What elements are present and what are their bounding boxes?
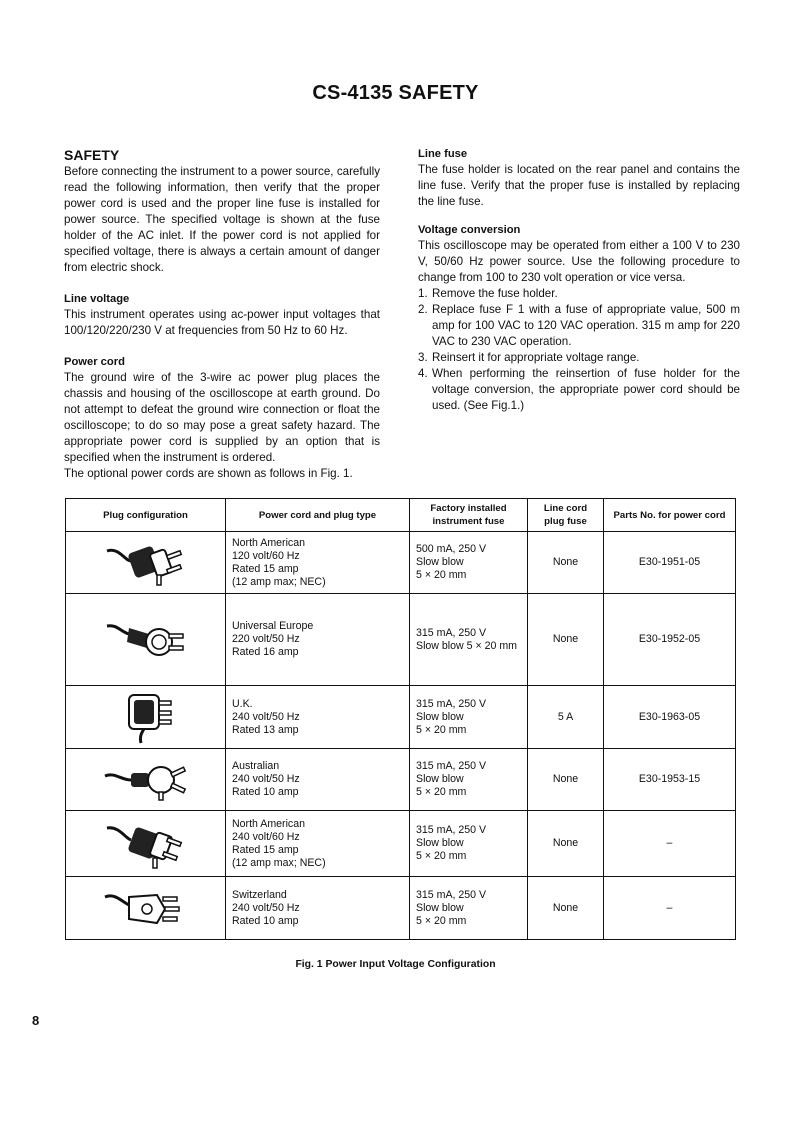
- cord-type-cell: [226, 594, 410, 686]
- fuse-text: 500 mA, 250 V: [416, 543, 487, 555]
- parts-number-cell: E30-1963-05: [604, 686, 736, 749]
- fuse-text: 315 mA, 250 V: [416, 626, 487, 639]
- north-american-plug-icon: [101, 818, 191, 870]
- cord-text: Rated 15 amp: [232, 562, 299, 575]
- header-power-cord-type: Power cord and plug type: [226, 499, 410, 532]
- voltage-conversion-heading: Voltage conversion: [418, 224, 521, 236]
- cord-type-cell: [226, 877, 410, 940]
- cord-text: Australian: [232, 760, 280, 772]
- fuse-text: 315 mA, 250 V: [416, 697, 487, 710]
- instrument-fuse-cell: [410, 749, 528, 811]
- cord-text: North American: [232, 536, 306, 549]
- left-column: [64, 146, 380, 482]
- header-line-cord-fuse: [528, 499, 604, 532]
- step-text: Remove the fuse holder.: [432, 287, 558, 300]
- switzerland-plug-icon: [101, 883, 191, 933]
- header-instrument-fuse: [410, 499, 528, 532]
- fuse-text: Slow blow: [416, 901, 464, 914]
- header-text: Line cord: [543, 503, 588, 514]
- table-row: [66, 749, 736, 811]
- procedure-step: [418, 366, 740, 414]
- safety-heading: SAFETY: [64, 147, 120, 163]
- fuse-text: 5 × 20 mm: [416, 786, 467, 798]
- parts-number-cell: E30-1953-15: [604, 749, 736, 811]
- cord-text: U.K.: [232, 697, 253, 710]
- cord-text: Rated 16 amp: [232, 646, 299, 658]
- procedure-step: [418, 350, 740, 366]
- header-text: Factory installed: [430, 503, 507, 514]
- instrument-fuse-cell: [410, 686, 528, 749]
- plug-image-cell: [66, 877, 226, 940]
- line-fuse-cell: None: [528, 594, 604, 686]
- power-cord-heading: Power cord: [64, 356, 125, 368]
- power-cord-paragraph-2: The optional power cords are shown as follows in Fig. 1.: [64, 467, 353, 480]
- page-number: 8: [32, 1013, 40, 1028]
- plug-image-cell: [66, 749, 226, 811]
- cord-text: Switzerland: [232, 888, 287, 901]
- fuse-text: 315 mA, 250 V: [416, 760, 487, 772]
- fuse-text: 315 mA, 250 V: [416, 824, 487, 836]
- plug-image-cell: [66, 594, 226, 686]
- table-header-row: [66, 499, 736, 532]
- cord-text: North American: [232, 817, 306, 830]
- header-text: plug fuse: [544, 516, 587, 527]
- parts-number-cell: –: [604, 811, 736, 877]
- figure-caption: Fig. 1 Power Input Voltage Configuration: [295, 959, 496, 970]
- table-row: [66, 811, 736, 877]
- plug-image-cell: [66, 811, 226, 877]
- fuse-text: Slow blow: [416, 710, 464, 723]
- cord-text: 120 volt/60 Hz: [232, 549, 300, 562]
- table-row: [66, 594, 736, 686]
- line-fuse-paragraph: The fuse holder is located on the rear panel and contains the line fuse. Verify that the proper fuse is installed by replacing the line fuse.: [418, 163, 740, 208]
- cord-text: 220 volt/50 Hz: [232, 633, 300, 645]
- parts-number-cell: E30-1951-05: [604, 532, 736, 594]
- cord-type-cell: [226, 686, 410, 749]
- fuse-text: 5 × 20 mm: [416, 569, 467, 581]
- cord-text: 240 volt/60 Hz: [232, 830, 300, 843]
- line-fuse-cell: None: [528, 811, 604, 877]
- safety-paragraph: Before connecting the instrument to a power source, carefully read the following information, then verify that the proper power cord is used and the proper line fuse is installed for power source. The specified voltage is shown at the fuse holder of the AC inlet. If the power cord is not applied for specified voltage, there is always a certain amount of danger from electric shock.: [64, 165, 380, 274]
- step-number: 3.: [418, 351, 428, 364]
- line-fuse-cell: None: [528, 877, 604, 940]
- cord-type-cell: [226, 749, 410, 811]
- fuse-text: Slow blow: [416, 837, 464, 849]
- north-american-plug-icon: [101, 537, 191, 589]
- fuse-text: 5 × 20 mm: [416, 850, 467, 862]
- instrument-fuse-cell: [410, 877, 528, 940]
- line-voltage-heading: Line voltage: [64, 293, 130, 305]
- cord-text: (12 amp max; NEC): [232, 856, 326, 869]
- instrument-fuse-cell: [410, 594, 528, 686]
- fuse-text: 5 × 20 mm: [416, 914, 467, 927]
- line-fuse-cell: None: [528, 532, 604, 594]
- parts-number-cell: –: [604, 877, 736, 940]
- cord-text: Rated 10 amp: [232, 786, 299, 798]
- header-plug-configuration: Plug configuration: [66, 499, 226, 532]
- procedure-step: [418, 302, 740, 350]
- uk-plug-icon: [101, 689, 191, 745]
- line-fuse-heading: Line fuse: [418, 148, 468, 160]
- line-voltage-paragraph: This instrument operates using ac-power input voltages that 100/120/220/230 V at frequencies from 50 Hz to 60 Hz.: [64, 308, 380, 337]
- australian-plug-icon: [101, 758, 191, 802]
- table-row: [66, 532, 736, 594]
- step-number: 1.: [418, 287, 428, 300]
- line-fuse-cell: 5 A: [528, 686, 604, 749]
- page-title: CS-4135 SAFETY: [312, 82, 479, 104]
- cord-text: Rated 13 amp: [232, 723, 299, 736]
- step-text: Replace fuse F 1 with a fuse of appropriate value, 500 m amp for 100 VAC to 120 VAC operation. 315 m amp for 220 VAC to 230 VAC operation.: [432, 303, 740, 348]
- cord-text: 240 volt/50 Hz: [232, 710, 300, 723]
- header-text: instrument fuse: [432, 516, 505, 527]
- cord-type-cell: [226, 532, 410, 594]
- table-row: [66, 686, 736, 749]
- procedure-list: [418, 286, 740, 414]
- fuse-text: 5 × 20 mm: [416, 723, 467, 736]
- instrument-fuse-cell: [410, 532, 528, 594]
- fuse-text: Slow blow: [416, 556, 464, 568]
- step-text: Reinsert it for appropriate voltage range.: [432, 351, 640, 364]
- line-fuse-cell: None: [528, 749, 604, 811]
- cord-text: Rated 15 amp: [232, 843, 299, 856]
- fuse-text: Slow blow 5 × 20 mm: [416, 639, 517, 652]
- cord-text: 240 volt/50 Hz: [232, 901, 300, 914]
- cord-text: Universal Europe: [232, 620, 314, 632]
- step-number: 4.: [418, 367, 428, 380]
- voltage-conversion-paragraph: This oscilloscope may be operated from either a 100 V to 230 V, 50/60 Hz power source. Use the following procedure to change from 100 to 230 volt operation or vice versa.: [418, 239, 740, 284]
- step-number: 2.: [418, 303, 428, 316]
- step-text: When performing the reinsertion of fuse holder for the voltage conversion, the appropriate power cord should be used. (See Fig.1.): [432, 367, 740, 412]
- fuse-text: 315 mA, 250 V: [416, 888, 487, 901]
- cord-text: Rated 10 amp: [232, 914, 299, 927]
- cord-text: 240 volt/50 Hz: [232, 773, 300, 785]
- plug-image-cell: [66, 686, 226, 749]
- universal-europe-plug-icon: [101, 614, 191, 666]
- plug-image-cell: [66, 532, 226, 594]
- table-row: [66, 877, 736, 940]
- fuse-text: Slow blow: [416, 773, 464, 785]
- header-parts-number: Parts No. for power cord: [604, 499, 736, 532]
- procedure-step: [418, 286, 740, 302]
- cord-text: (12 amp max; NEC): [232, 575, 326, 588]
- parts-number-cell: E30-1952-05: [604, 594, 736, 686]
- cord-type-cell: [226, 811, 410, 877]
- power-cord-paragraph: The ground wire of the 3-wire ac power plug places the chassis and housing of the oscilloscope at earth ground. Do not attempt to defeat the ground wire connection or float the oscilloscope; to do so may pose a great safety hazard. The appropriate power cord is supplied by an option that is specified when the instrument is ordered.: [64, 371, 380, 464]
- power-cord-table: [65, 498, 736, 940]
- right-column: [418, 146, 740, 414]
- instrument-fuse-cell: [410, 811, 528, 877]
